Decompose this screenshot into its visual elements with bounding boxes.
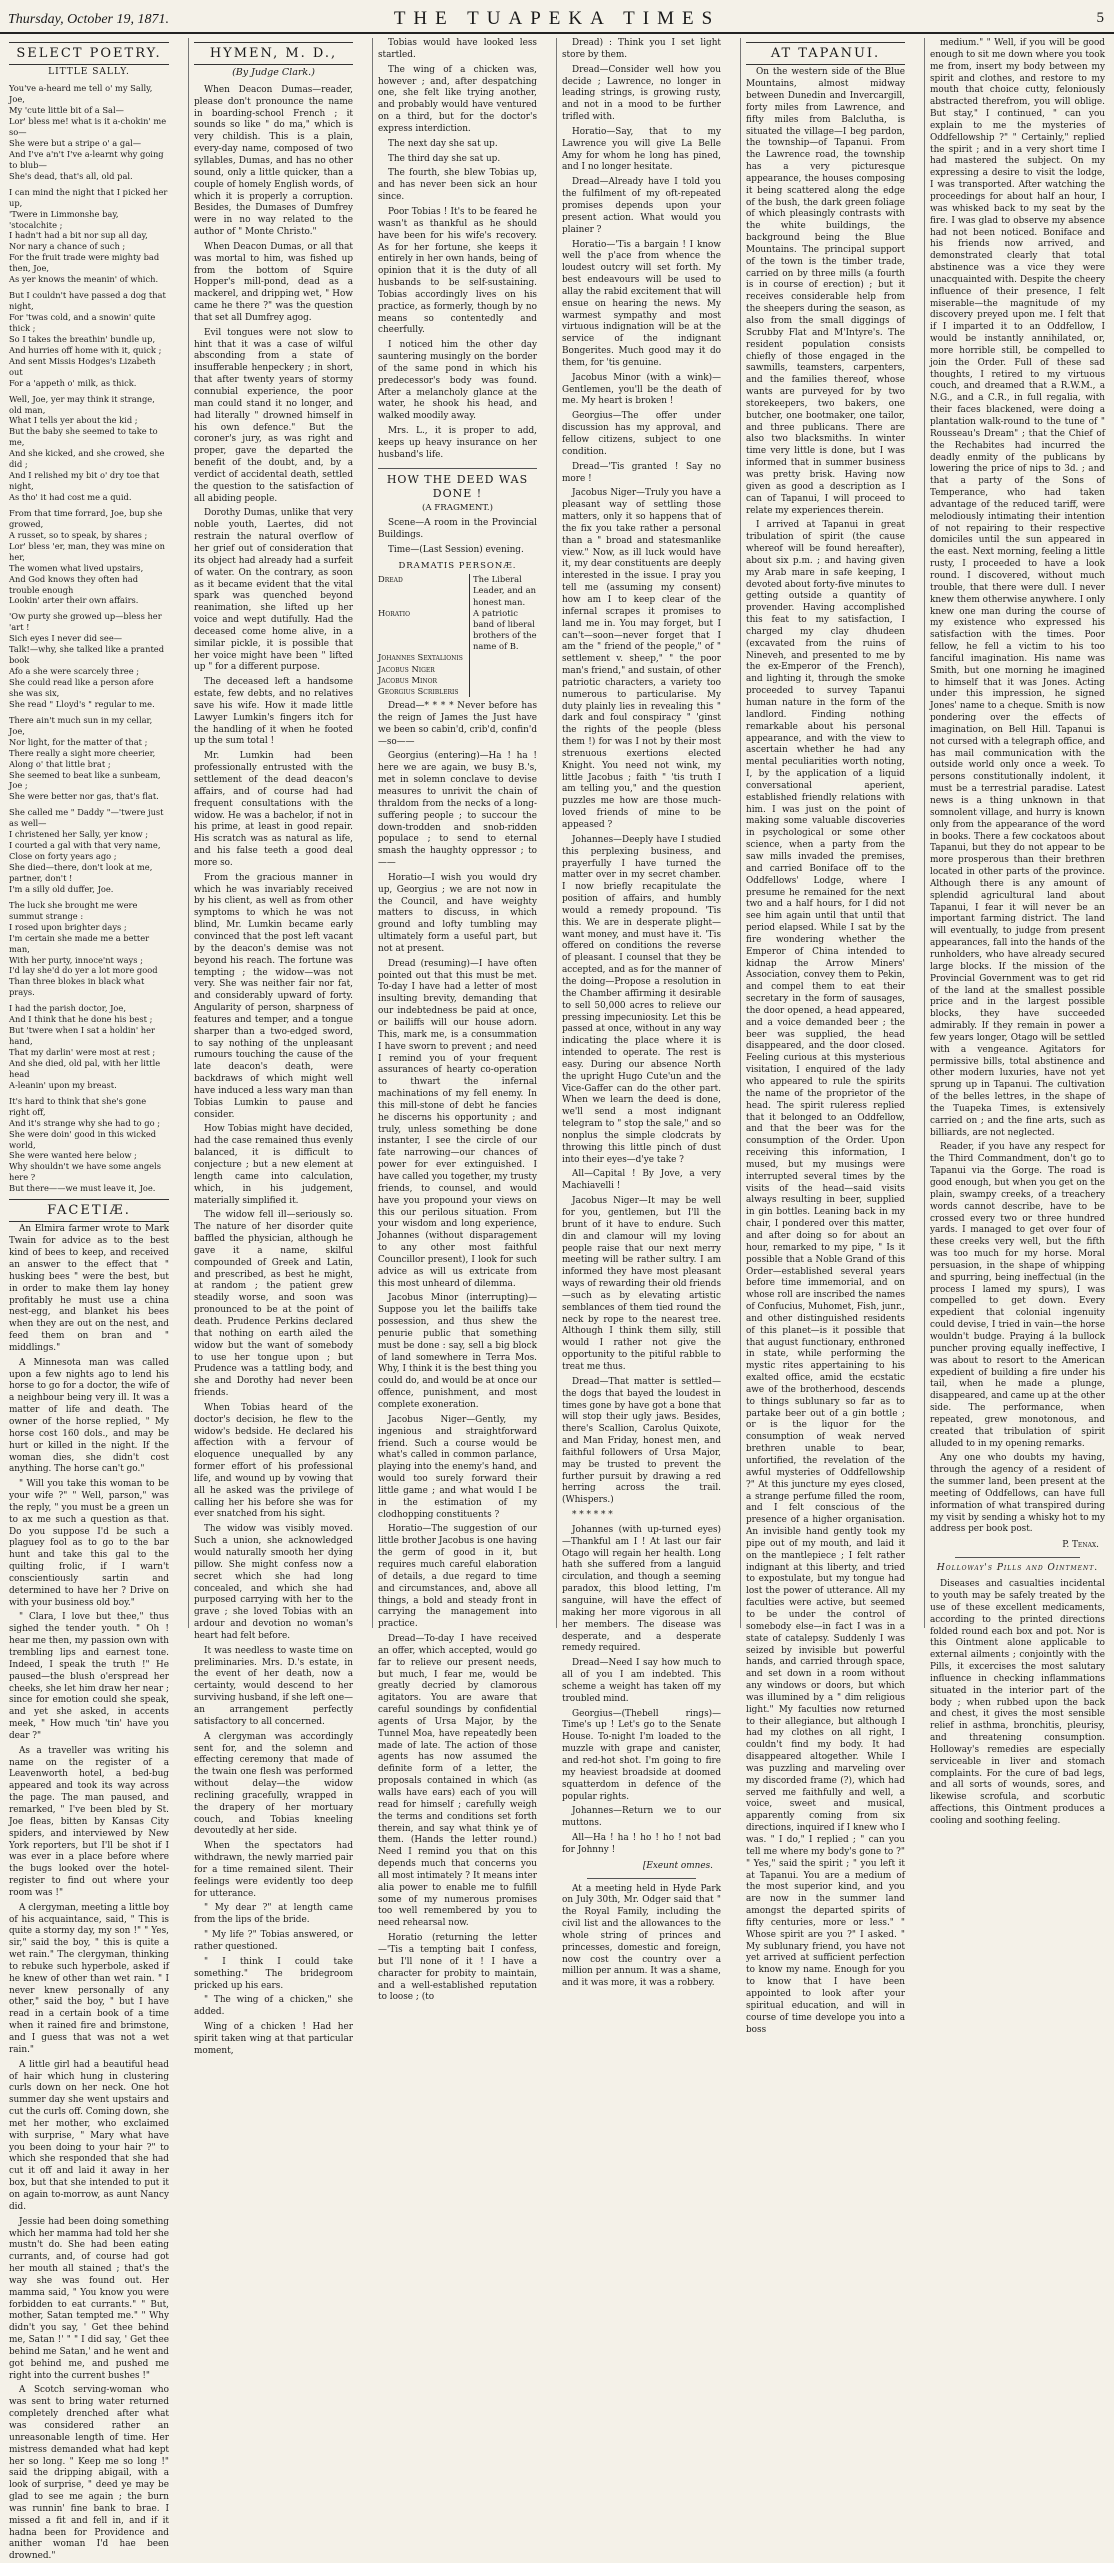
paragraph: When Deacon Dumas, or all that was mortal to him, was fished up from the bottom of Squire Hopper's mill-pond, dead as a mackerel, and dripping wet, " How came he there ?" was the question that set all Dumfrey agog. — [194, 241, 353, 323]
paragraph: A Scotch serving-woman who was sent to bring water returned completely drenched after what was considered rather an unreasonable length of time. Her mistress demanded what had kept her so long. " Keep me so long !" said the dripping abigail, with a look of surprise, " deed ye may be glad to see me again ; the burn was runnin' fine bank to brae. I missed a fit and fell in, and if it hadna been for Providence and anither woman I'd hae been drowned." — [9, 2385, 169, 2562]
masthead — [0, 0, 1114, 34]
advert-heading: Holloway's Pills and Ointment. — [936, 1563, 1099, 1574]
play-body — [378, 701, 537, 2004]
paragraph: I arrived at Tapanui in great tribulation of spirit (the cause whereof will be found hereafter), about six p.m. ; and having given my Arab mare in safe keeping, I devoted about forty-five minutes to getting outside a quantity of provender. Having accomplished this feat to my satisfaction, I charged my clay dhudeen (excavated from the ruins of Nineveh, and presented to me by the ex-Emperor of the French), and lighting it, through the smoke proceeded to survey Tapanui human nature in the form of the landlord. Finding nothing remarkable about his personal appearance, and with the view to ascertain whether he had any mental peculiarities worth noting, I, by the application of a liquid conversational aperient, established friendly relations with him. I was just on the point of making some valuable discoveries in psychological or some other science, when a party from the saw mills invaded the premises, and carried Boniface off to the Oddfellows' Lodge, where I presume he remained for the next two and a half hours, for I did not see him again until that until that period elapsed. While I sat by the fire wondering whether the Emperor of China intended to kidnap the Arrow Miners' Association, convey them to Pekin, and compel them to eat their secretary in the form of sausages, the door opened, a head appeared, and a voice demanded beer ; the beer was supplied, the head disappeared, and the door closed. Feeling curious at this mysterious visitation, I enquired of the lady who appeared to rule the spirits the name of the proprietor of the head. The spirit ruleress replied that it belonged to an Oddfellow, and that the beer was for the consumption of the Order. Upon receiving this information, I mused, but my musings were interrupted several times by the visits of the head—said visits always resulting in beer, supplied in gin bottles. Leaning back in my chair, I pondered over this matter, and after doing so for about an hour, remarked to my pipe, " Is it possible that a Noble Grand of this Order—established several years before time immemorial, and on whose roll are inscribed the names of Confucius, Muhomet, Fish, junr., and other distinguished residents of this planet—is it possible that that august functionary, enthroned in state, while performing the mystic rites appertaining to his exalted office, amid the ecstatic awe of the brotherhood, descends to things sublunary so far as to partake beer out of a gin bottle ; or is the liquor for the consumption of weak nerved brethren unable to bear, unfortified, the revelation of the awful mysteries of Oddfellowship ?" At this juncture my eyes closed, a strange perfume filled the room, and I felt conscious of the presence of a higher organisation. An invisible hand gently took my pipe out of my mouth, and laid it on the mantlepiece ; I felt rather indignant at this liberty, and tried to expostulate, but my tongue had lost the power of utterance. All my faculties were active, but seemed to be under the control of somebody else—in fact I was in a state of catalepsy. Suddenly I was seized by invisible but powerful hands, and carried through space, and set down in a room without any windows or doors, but which was illumined by a " dim religious light." My faculties now returned to their allegiance, but although I had my clothes on all right, I couldn't find my body. It had disappeared altogether. While I was puzzling and marveling over my discorded frame (?), which had served me faithfully and well, a voice, sweet and musical, apparently coming from six directions, inquired if I knew who I was. " I do," I replied ; " can you tell me where my body's gone to ?" " Yes," said the spirit ; " you left it at Tapanui. You are a medium of the most superior kind, and you are now in the summer land amongst the departed spirits of fifty centuries, more or less." " Whose spirit are you ?" I asked. " My sublunary friend, you have not yet arrived at sufficient perfection to know my name. Enough for you to know that I have been appointed to look after your spiritual education, and will in course of time develope you into a boss — [746, 520, 905, 2035]
advert-text: Diseases and casualties incidental to youth may be safely treated by the use of these excellent medicaments, according to the printed directions folded round each box and pot. Nor is this Ointment alone applicable to external ailments ; conjointly with the Pills, it excercises the most salutary influence in checking inflammations situated in the interior part of the body ; when rubbed upon the back and chest, it gives the most sensible relief in asthma, bronchitis, pleurisy, and threatening consumption. Holloway's remedies are especially serviceable in liver and stomach complaints. For the cure of bad legs, and all sorts of wounds, sores, and likewise scrofula, and scorbutic affections, this Ointment produces a cooling and soothing feeling. — [930, 1579, 1105, 1826]
person-role — [470, 675, 538, 686]
paragraph: Horatio—Say, that to my Lawrence you will give La Belle Amy for whom he long has pined, and I no longer hesitate. — [562, 126, 721, 173]
poem-body — [9, 83, 169, 1194]
story-body — [194, 85, 353, 2058]
paragraph: All—Ha ! ha ! ho ! ho ! not bad for Johnny ! — [562, 1833, 721, 1855]
column-4 — [556, 38, 726, 1989]
paragraph: Dread) : Think you I set light store by them. — [562, 38, 721, 60]
poem-stanza: 'Ow purty she growed up—bless her 'art ! Sich eyes I never did see— Talk!—why, she talked like a pranted book Afo a she were scarcely three ; She could read like a person afore she was six, She read " Lloyd's " regular to me. — [9, 611, 165, 709]
play-scene: Scene—A room in the Provincial Buildings. — [378, 518, 537, 541]
paragraph: The fourth, she blew Tobias up, and has never been sick an hour since. — [378, 168, 537, 203]
play-continued — [562, 38, 721, 1857]
paragraph: medium." " Well, if you will be good enough to sit me down where you took me from, insert my body between my spirit and clothes, and restore to my mouth that choice cutty, feloniously abstracted therefrom, you will oblige. But stay," I continued, " can you explain to me the mysteries of Oddfellowship ?" " Certainly," replied the spirit ; and in a very short time I had mastered the subject. On my expressing a desire to visit the lodge, I was transported. After watching the proceedings for about half an hour, I was whisked back to my seat by the fire. I was glad to observe my absence had not been noticed. Boniface and his friends now arrived, and demonstrated clearly that total abstinence was a vice they were unacquainted with. Despite the cheery influence of their presence, I felt miserable—the magnitude of my discovery preyed upon me. I felt that if I imparted it to an Oddfellow, I would be instantly annihilated, or, more horrible still, be compelled to join the Order. Full of these sad thoughts, I retired to my virtuous couch, and dreamed that a R.W.M., a N.G., and a C.R., in full regalia, with their faces blackened, were doing a plantation walk-round to the tune of " Rousseau's Dream" ; that the Chief of the Rechabites had incurred the deadly enmity of the publicans by lowering the price of nips to 3d. ; and that a party of the Sons of Temperance, who had taken advantage of the reduced tariff, were melodiously intimating their intention of not repairing to their respective domiciles until the sun appeared in the east. Next morning, feeling a little rusty, I proceeded to have a look round. I discovered, without much trouble, that there were dull. I never knew them otherwise anywhere. I only knew one man during the course of my existence who expressed his satisfaction with the times. Poor fellow, he fell a victim to his too fanciful imagination. His name was Smith, but one morning he imagined to himself that it was Jones. Acting under this impression, he signed Jones' name to a cheque. Smith is now pondering over the effects of imagination, on Bell Hill. Tapanui is not cursed with a telegraph office, and has mail communication with the outside world only once a week. To persons constitutionally indolent, it must be a terrestrial paradise. Latest news is a thing unknown in that somnolent village, and hurry is known only from the appearance of the word in books. There a few cockatoos about Tapanui, but they do not appear to be more prosperous than their brethren located in other parts of the province. Although there is any amount of splendid agricultural land about Tapanui, I fear it will never be an important farming district. The land will eventually, to judge from present appearances, fall into the hands of the runholders, who have already secured large blocks. If the mission of the Provincial Government was to get rid of the land at the smallest possible price and in the largest possible blocks, they have succeeded admirably. If they remain in power a few years longer, Otago will be settled with a vengeance. Agitators for permissive bills, total abstinence and other modern luxuries, have not yet sprung up in Tapanui. The cultivation of the belles lettres, in the shape of the Tuapeka Times, is extensively carried on ; and the fine arts, such as billiards, are not neglected. — [930, 38, 1105, 1138]
paragraph: " Will you take this woman to be your wife ?" " Well, parson," was the reply, " you must be a green un to ax me such a question as that. Do you suppose I'd be such a plaguey fool as to go to the bar hunt and take this gal to the quilting frolic, if I warn't conscientiously sartin and determined to have her ? Drive on with your business old boy." — [9, 1479, 169, 1608]
paragraph: Jacobus Minor (interrupting)—Suppose you let the bailiffs take possession, and thus shew the penurie public that something must be done : say, sell a big block of land somewhere in Terra Mos. Why, I think it is the best thing you could do, and would be at once our offence, punishment, and most complete exoneration. — [378, 1293, 537, 1411]
paragraph: * * * * * * — [572, 1510, 613, 1521]
poem-stanza: From that time forrard, Joe, bup she growed, A russet, so to speak, by shares ; Lor' bless 'er, man, they was mine on her, The women what lived upstairs, And God knows they often had trouble enough Lookin' arter their own affairs. — [9, 507, 165, 606]
dramatis-personae — [378, 561, 537, 697]
column-3 — [372, 38, 542, 2003]
section-heading-facetiae: FACETIÆ. — [9, 1199, 169, 1222]
article-body — [746, 67, 905, 2036]
paragraph: When the spectators had withdrawn, the newly married pair for a time remained silent. Their feelings were evidently too deep for utterance. — [194, 1841, 353, 1899]
paragraph: Dread—Need I say how much to all of you I am indebted. This scheme a weight has taken off my troubled mind. — [562, 1658, 721, 1704]
paragraph: Johannes—Deeply have I studied this perplexing business, and prayerfully I have turned the matter over in my secret chamber. I now briefly recapitulate the position of affairs, and humbly would a remedy propound. 'Tis this. We are in desperate plight—want money, and must have it. 'Tis offered on conditions the reverse of pleasant. I counsel that they be accepted, and as for the manner of the doing—Propose a resolution in the Chamber affirming it desirable to sell 50,000 acres to relieve our pressing impecuniosity. Let this be passed at once, without in any way indicating the place where it is intended to operate. The rest is easy. During our absence North the upright Hugo Cute'un and the Vice-Gaffer can do the other part. When we learn the deed is done, we'll send a most indignant telegram to " stop the sale," and so nonplus the simple clodcrats by throwing this little pinch of dust into their eyes—d'ye take ? — [562, 834, 721, 1165]
paragraph: Mrs. L., it is proper to add, keeps up heavy insurance on her husband's life. — [378, 426, 537, 460]
paragraph: Tobias would have looked less startled. — [378, 38, 537, 60]
paragraph: Jacobus Minor (with a wink)—Gentlemen, you'll be the death of me. My heart is broken ! — [562, 372, 721, 407]
paragraph: Johannes—Return we to our muttons. — [562, 1806, 721, 1829]
paragraph: " My life ?" Tobias answered, or rather questioned. — [194, 1930, 353, 1952]
poem-stanza: I can mind the night that I picked her up, 'Twere in Limmonshe bay, 'stocalchite ; I hadn't had a bit nor sup all day, Nor nary a chance of such ; For the fruit trade were mighty bad then, Joe, As yer knows the meanin' of which. — [9, 186, 168, 285]
person-name: Johannes Sextalionis — [378, 652, 463, 663]
person-row — [378, 675, 537, 686]
paragraph: Johannes (with up-turned eyes)—Thankful am I ! At last our fair Otago will regain her health. Long hath she suffered from a languid circulation, and though a seeming paradox, this blood letting, I'm sanguine, will have the effect of making her more vigorous in all her members. The disease was desperate, and a desperate remedy required. — [562, 1524, 721, 1654]
paragraph: Dread—To-day I have received an offer, which accepted, would go far to relieve our present needs, but much, I fear me, would be greatly decried by clamorous agitators. You are aware that careful soundings by confidential agents of Ursa Major, by the Tunnel Moa, have repeatedly been made of late. The action of those agents has now assumed the definite form of a letter, the proposals contained in which (as walls have ears) each of you will read for himself ; carefully weigh the terms and conditions set forth therein, and say what think ye of them. (Hands the letter round.) Need I remind you that on this depends much that concerns you all most intimately ? It means inter alia power to enable me to fulfill some of my numerous promises too well remembered by you to need rehearsal now. — [378, 1634, 537, 1929]
page-number: 5 — [1096, 10, 1104, 26]
person-name: Georgius Scribleris — [378, 685, 459, 696]
story-continued — [378, 38, 537, 462]
exeunt: [Exeunt omnes. — [642, 1860, 713, 1871]
paragraph: When Tobias heard of the doctor's decision, he flew to the widow's bedside. He declared his affection with a fervour of eloquence unequalled by any former effort of his professional life, and wound up by vowing that all he asked was the privilege of calling her his before she was for ever snatched from his sight. — [194, 1402, 353, 1520]
person-role — [470, 652, 538, 663]
paragraph: Jessie had been doing something which her mamma had told her she mustn't do. She had been eating currants, and, of course had got her mouth all stained ; that's the way she was found out. Her mamma said, " You know you were forbidden to eat currants." " But, mother, Satan tempted me." " Why didn't you say, ' Get thee behind me, Satan !' " " I did say, ' Get thee behind me Satan,' and he went and got behind me, and pushed me right into the current bushes !" — [9, 2216, 169, 2381]
person-row — [378, 686, 537, 697]
play-title: HOW THE DEED WAS DONE ! — [378, 468, 537, 502]
paragraph: Horatio—'Tis a bargain ! I know well the p'ace from whence the loudest outcry will set forth. My best endeavours will be used to allay the rabid excitement that will ensue on hearing the news. My warmest sympathy and most virtuous indignation will be at the service of the indignant Bongerites. Much good may it do them, for 'tis genuine. — [562, 239, 721, 368]
paragraph: " Clara, I love but thee," thus sighed the tender youth. " Oh ! hear me then, my passion own with trembling lips and earnest tone. Indeed, I speak the truth !" He paused—the blush o'erspread her cheeks, she let him draw her near ; since for emotion could she speak, and yet she asked, in accents meek, " How much 'tin' have you dear ?" — [9, 1612, 169, 1741]
paragraph: Poor Tobias ! It's to be feared he wasn't as thankful as he should have been for his wife's recovery. As for her fortune, she keeps it entirely in her own hands, being of opinion that it is the duty of all husbands to be self-sustaining. Tobias accordingly lives on his practice, as formerly, though by no means so contentedly and cheerfully. — [378, 206, 537, 336]
play-subtitle: (A FRAGMENT.) — [422, 502, 493, 513]
poem-stanza: She called me " Daddy "—'twere just as well— I christened her Sally, yer know ; I courted a gal with that very name, Close on forty years ago ; She died—there, don't look at me, partner, don't ! I'm a silly old duffer, Joe. — [9, 807, 164, 894]
section-heading-poetry: SELECT POETRY. — [9, 42, 169, 65]
poem-stanza: The luck she brought me were summut strange : I rosed upon brighter days ; I'm certain she made me a better man, With her purty, innoce'nt ways ; I'd lay she'd do yer a lot more good Than three blokes in black what prays. — [9, 899, 158, 998]
paragraph: Dread (resuming)—I have often pointed out that this must be met. To-day I have had a letter of most insulting brevity, demanding that our indebtedness be paid at once, or bailiffs will our house adorn. This, mark me, is a consummation I have sworn to prevent ; and need I remind you of your frequent assurances of hearty co-operation to thwart the infernal machinations of my fell enemy. In this mill-stone of debt he fancies he discerns his opportunity ; and truly, unless something be done instanter, I see the circle of our fate narrowing—our chances of power for ever extinguished. I have called you together, my trusty friends, to counsel, and would have you propound your views on this our perilous situation. From your wisdom and long experience, Johannes (without disparagement to any other most faithful Councillor present), I look for such advice as will us extricate from this most unheard of dilemma. — [378, 958, 537, 1289]
poem-stanza: But I couldn't have passed a dog that night, For 'twas cold, and a snowin' quite thick ; So I takes the breathin' bundle up, And hurries off home with it, quick ; And sent Missis Hodges's Lizabeth out For a 'appeth o' milk, as thick. — [9, 290, 166, 388]
person-row — [378, 664, 537, 675]
paragraph: A Minnesota man was called upon a few nights ago to lend his horse to go for a doctor, the wife of a neighbour being very ill. It was a matter of life and death. The owner of the horse replied, " My horse cost 160 dols., and may be hurt or killed in the night. If the woman dies, she didn't cost anything. The horse can't go." — [9, 1357, 169, 1475]
paragraph: " I think I could take something." The bridegroom pricked up his ears. — [194, 1956, 353, 1991]
divider — [955, 1557, 1080, 1558]
person-name: Horatio — [378, 607, 411, 618]
column-2 — [188, 38, 358, 2056]
person-row — [378, 574, 537, 608]
paragraph: The widow fell ill—seriously so. The nature of her disorder quite baffled the physician, although he gave it a name, skilful compounded of Greek and Latin, and prescribed, as best he might, at random ; the patient grew steadily worse, and soon was pronounced to be at the point of death. Prudence Perkins declared that nothing on earth ailed the widow but the want of somebody to use her tongue upon ; but Prudence was a tattling body, and she and Dorothy had never been friends. — [194, 1210, 353, 1399]
poem-title: LITTLE SALLY. — [48, 67, 130, 78]
paragraph: The third day she sat up. — [388, 153, 501, 164]
paragraph: Dread—Already have I told you the fulfilment of my oft-repeated promises depends upon your present action. What would you plainer ? — [562, 177, 721, 235]
paragraph: A little girl had a beautiful head of hair which hung in clustering curls down on her neck. One hot summer day she went upstairs and cut the curls off. Coming down, she met her mother, who exclaimed with surprise, " Mary what have you been doing to your hair ?" to which she responded that she had cut it off and laid it away in her box, but that she intended to put it on again to-morrow, as aunt Nancy did. — [9, 2059, 169, 2212]
paragraph: Jacobus Niger—Truly you have a pleasant way of settling those matters, only it so happens that of the fix you take rather a personal than a " broad and statesmanlike view." Now, as ill luck would have it, my dear constituents are deeply interested in the issue. I pray you tell me (assuming my consent) how am I to keep clear of the infernal scrapes it promises to land me in. You may forget, but I can't—soon—never forget that I am the " friend of the people," of " settlement v. sheep," " the poor man's friend," and sustain, of other patriotic characters, a variety too numerous to particularise. My duty plainly lies in revealing this " dark and foul conspiracy " 'ginst the rights of the people (bless them !) for was I not by their most strenuous exertions elected Knight. You need not wink, my little Jacobus ; faith " 'tis truth I am telling you," and the question puzzles me how are those much-loved friends of mine to be appeased ? — [562, 488, 721, 830]
paragraph: The widow was visibly moved. Such a union, she acknowledged would naturally smooth her dying pillow. She might confess now a secret which she had long concealed, and which she had purposed carrying with her to the grave ; she loved Tobias with an ardour and devotion no woman's heart had felt before. — [194, 1524, 353, 1641]
facetiae-body — [9, 1224, 169, 2563]
person-row — [378, 652, 537, 663]
paragraph: Mr. Lumkin had been professionally entrusted with the settlement of the dead deacon's affairs, and of course had had frequent consultations with the widow. He was a bachelor, if not in his prime, at least in good repair. His scratch was as natural as life, and his false teeth a good deal more so. — [194, 751, 353, 868]
persons-table — [378, 574, 537, 697]
person-name: Jacobus Niger — [378, 663, 435, 674]
paragraph: Georgius—The offer under discussion has my approval, and fellow citizens, subject to one condition. — [562, 411, 721, 457]
paragraph: An Elmira farmer wrote to Mark Twain for advice as to the best kind of bees to keep, and received an answer to the effect that " husking bees " were the best, but in order to make them lay honey profitably he must use a china nest-egg, and blanket his bees when they are out on the nest, and feed them on bran and " middlings." — [9, 1224, 169, 1353]
paragraph: Dread—Consider well how you decide ; Lawrence, no longer in leading strings, is growing rusty, and not in a mood to be further trifled with. — [562, 64, 721, 123]
paragraph: Dread—* * * * Never before has the reign of James the Just have we been so cabin'd, crib'd, confin'd—so—— — [378, 701, 537, 747]
paragraph: Horatio—I wish you would dry up, Georgius ; we are not now in the Council, and have weighty matters to discuss, in which ground and lofty tumbling may ultimately form a useful part, but not at present. — [378, 872, 537, 954]
paragraph: Dread—That matter is settled—the dogs that bayed the loudest in times gone by have got a bone that will stop their ugly jaws. Besides, there's Scallion, Carolus Quixote, and Man Friday, honest men, and faithful followers of Ursa Major, may be trusted to prevent the further pursuit by drawing a red herring across the trail. (Whispers.) — [562, 1376, 721, 1506]
paragraph: Wing of a chicken ! Had her spirit taken wing at that particular moment, — [194, 2022, 353, 2056]
paragraph: Georgius (entering)—Ha ! ha ! here we are again, we busy B.'s, met in solemn conclave to devise measures to unrivit the chain of thraldom from the necks of a long-suffering people ; to succour the down-trodden and snob-ridden populace ; to send to eternal smash the haughty oppressor ; to—— — [378, 751, 537, 869]
paragraph: Horatio (returning the letter—'Tis a tempting bait I confess, but I'll none of it ! I have a character for probity to maintain, and a well-established reputation to loose ; (to — [378, 1933, 537, 2003]
poem-stanza: I had the parish doctor, Joe, And I think that he done his best ; But 'twere when I sat a holdin' her hand, That my darlin' were most at rest ; And she died, old pal, with her little head A-leanin' upon my breast. — [9, 1003, 161, 1090]
paragraph: A clergyman, meeting a little boy of his acquaintance, said, " This is quite a stormy day, my son !" " Yes, sir," said the boy, " this is quite a wet rain." The clergyman, thinking to rebuke such hyperbole, asked if he knew of other than wet rain. " I never knew personally of any other," said the boy, " but I have read in a certain book of a time when it rained fire and brimstone, and I guess that was not a wet rain." — [9, 1902, 169, 2055]
person-row — [378, 608, 537, 653]
poem-stanza: Well, Joe, yer may think it strange, old man, What I tells yer about the kid ; But the baby she seemed to take to me, And she kicked, and she crowed, she did ; And I relished my bit o' dry toe that night, As tho' it had cost me a quid. — [9, 393, 165, 502]
signature: P. Tenax. — [1062, 1540, 1099, 1551]
paragraph: The wing of a chicken was, however ; and, after despatching one, she felt like trying another, and probably would have ventured on a third, but for the doctor's express interdiction. — [378, 64, 537, 134]
story-title: HYMEN, M. D., — [194, 42, 353, 65]
story-byline: (By Judge Clark.) — [232, 67, 315, 79]
poem-stanza: There ain't much sun in my cellar, Joe, Nor light, for the matter of that ; There really a sight more cheerier, Along o' that little brat ; She seemed to beat like a sunbeam, Joe ; She were better nor gas, that's flat. — [9, 714, 161, 802]
column-6 — [924, 38, 1110, 1826]
person-name: Dread — [378, 574, 403, 585]
paragraph: All—Capital ! By Jove, a very Machiavelli ! — [562, 1169, 721, 1192]
paragraph: A clergyman was accordingly sent for, and the solemn and effecting ceremony that made of the twain one flesh was performed without delay—the widow reclining gracefully, wrapped in the drapery of her mortuary couch, and Tobias kneeling devoutedly at her side. — [194, 1731, 353, 1837]
paragraph: Reader, if you have any respect for the Third Commandment, don't go to Tapanui via the Gorge. The road is good enough, but when you get on the plain, swampy creeks, of a treachery words cannot describe, have to be crossed every two or three hundred yards. I managed to get over four of these creeks very well, but the fifth was too much for my horse. Moral persuasion, in the shape of whipping and spurring, being ineffectual (in the process I lamed my spurs), I was compelled to get down. Every expedient that colonial ingenuity could devise, I tried in vain—the horse wouldn't budge. Praying á la bullock puncher proving equally ineffective, I was about to resort to the American expedient of building a fire under his tail, when he made a plunge, disappeared, and came up at the other side. The performance, when repeated, grew monotonous, and created that tribulation of spirit alluded to in my opening remarks. — [930, 1142, 1105, 1449]
person-role: A patriotic band of liberal brothers of the name of B. — [470, 608, 538, 653]
paragraph: Evil tongues were not slow to hint that it was a case of wilful absconding from a state of insufferable henpeckery ; in short, that after twenty years of stormy connubial experience, the poor man could stand it no longer, and had literally " drowned himself in his own defence." But the coroner's jury, as was right and proper, gave the departed the benefit of the doubt, and, by a verdict of accidental death, settled the question to the satisfaction of all abiding people. — [194, 327, 353, 504]
columns — [4, 38, 1110, 2562]
person-name: Jacobus Minor — [378, 674, 438, 685]
divider — [587, 1878, 696, 1879]
issue-date: Thursday, October 19, 1871. — [8, 12, 169, 27]
paragraph: The deceased left a handsome estate, few debts, and no relatives save his wife. How it made little Lawyer Lumkin's fingers itch for the handling of it when he footed up the sum total ! — [194, 677, 353, 747]
person-role: The Liberal Leader, and an honest man. — [470, 574, 538, 608]
person-role — [470, 664, 538, 675]
paragraph: I noticed him the other day sauntering musingly on the border of the same pond in which his predecessor's body was found. After a melancholy glance at the water, he shook his head, and walked moodily away. — [378, 340, 537, 422]
paragraph: Jacobus Niger—Gently, my ingenious and straightforward friend. Such a course would be what's called in common parlance, playing into the enemy's hand, and would too surely forward their little game ; and what would I be in the estimation of my clodhopping constituents ? — [378, 1414, 537, 1520]
poem-stanza: It's hard to think that she's gone right off, And it's strange why she had to go ; She were doin' good in this wicked world, She were wanted here below ; Why shouldn't we have some angels here ? But there——we must leave it, Joe. — [9, 1095, 161, 1194]
paragraph: When Deacon Dumas—reader, please don't pronounce the name in boarding-school French ; it sounds so like " do ma," which is very childish. This is a plain, every-day name, composed of two syllables, Dumas, and has no other sound, only a little quicker, than a couple of homely English words, of which it is properly a corruption. Besides, the Dumases of Dumfrey were in no way related to the author of " Monte Christo." — [194, 84, 353, 238]
paragraph: The next day she sat up. — [388, 138, 498, 149]
paragraph: It was needless to waste time on preliminaries. Mrs. D.'s estate, in the event of her death, now a certainty, would descend to her surviving husband, if she left one—an arrangement perfectly satisfactory to all concerned. — [194, 1645, 353, 1727]
paragraph: Dorothy Dumas, unlike that very noble youth, Laertes, did not restrain the natural overflow of her grief out of consideration that its object had already had a surfeit of water. On the contrary, as soon as it became evident that the vital spark was quenched beyond reanimation, she lifted up her voice and wept dutifully. Had the deceased come home alive, in a similar pickle, it is possible that her voice might have been " lifted up " for a different purpose. — [194, 508, 353, 673]
column-1 — [4, 38, 174, 2562]
column-5 — [740, 38, 910, 2035]
article-continued — [930, 38, 1105, 1536]
dramatis-heading: DRAMATIS PERSONÆ. — [398, 560, 517, 571]
paragraph: Jacobus Niger—It may be well for you, gentlemen, but I'll the brunt of it have to endure. Such din and clamour will my loving people raise that our next merry meeting will be rather sultry. I am informed they have most pleasant ways of rewarding their old friends—such as by elevating artistic semblances of them tied round the neck by rope to the nearest tree. Although I think them silly, still would I rather not give the opportunity to the pitiful rabble to treat me thus. — [562, 1196, 721, 1372]
article-title: AT TAPANUI. — [746, 42, 905, 65]
poem-stanza: You've a-heard me tell o' my Sally, Joe, My 'cute little bit of a Sal— Lor' bless me! what is it a-chokin' me so— She were but a stripe o' a gal— And I've a'n't I've a-learnt why going to blub— She's dead, that's all, old pal. — [9, 83, 167, 181]
paragraph: From the gracious manner in which he was invariably received by his client, as well as from other symptoms to which he was not blind, Mr. Lumkin became early convinced that the post left vacant by the deacon's demise was not beyond his reach. The fortune was tempting ; the widow—was not very. She was neither fair nor fat, and considerably upward of forty. Angularity of person, sharpness of features and temper, and a tongue sharper than a two-edged sword, to say nothing of the unpleasant rumours touching the cause of the late deacon's death, were backdraws of which might well have induced a less wary man than Tobias Lumkin to pause and consider. — [194, 872, 353, 1120]
paragraph: On the western side of the Blue Mountains, almost midway between Dunedin and Invercargill, forty miles from Lawrence, and fifty miles from Balclutha, is situated the village—I beg pardon, the township—of Tapanui. From the Lawrence road, the township has a very picturesque appearance, the houses composing it being scattered along the edge of the bush, the dark green foliage of which pleasingly contrasts with the white buildings, the background being the Blue Mountains. The principal support of the town is the timber trade, carried on by three mills (a fourth is in course of erection) ; but it receives considerable help from the sheepers during the season, as also from the small diggings of Scrubby Flat and M'Intyre's. The resident population consists chiefly of those engaged in the sawmills, teamsters, carpenters, and the families thereof, whose wants are purveyed for by two storekeepers, two bakers, one butcher, one bootmaker, one tailor, and three publicans. There are also two blacksmiths. In winter time very little is done, but I was informed that in summer business was pretty brisk. Having now given as good a description as I can of Tapanui, I will proceed to relate my experiences therein. — [746, 67, 905, 516]
person-role — [470, 686, 538, 697]
paragraph: How Tobias might have decided, had the case remained thus evenly balanced, it is difficult to conjecture ; but a new element at length came into calculation, which, in his judgement, materially simplified it. — [194, 1124, 353, 1206]
paragraph: " My dear ?" at length came from the lips of the bride. — [194, 1903, 353, 1926]
hyde-park-paragraph: At a meeting held in Hyde Park on July 30th, Mr. Odger said that " the Royal Family, including the civil list and the allowances to the whole string of princes and princesses, domestic and foreign, now cost the country over a million per annum. It was a shame, and it was more, it was a robbery. — [562, 1883, 721, 1989]
play-time: Time—(Last Session) evening. — [388, 545, 524, 556]
newspaper-title: THE TUAPEKA TIMES — [393, 8, 721, 29]
paragraph: Georgius—(Thebell rings)—Time's up ! Let's go to the Senate House. To-night I'm loaded to the muzzle with grape and canister, and red-hot shot. I'm going to fire my heaviest broadside at doomed squatterdom in defence of the popular rights. — [562, 1708, 721, 1802]
paragraph: " The wing of a chicken," she added. — [194, 1995, 353, 2018]
paragraph: Horatio—The suggestion of our little brother Jacobus is one having the germ of good in it, but requires much careful elaboration of details, a due regard to time and circumstances, and, above all things, a bold and steady front in carrying the management into practice. — [378, 1524, 537, 1630]
paragraph: Dread—'Tis granted ! Say no more ! — [562, 461, 721, 484]
paragraph: Any one who doubts my having, through the agency of a resident of the summer land, been present at the meeting of Oddfellows, can have full information of what transpired during my visit by sending a whisky hot to my address per book post. — [930, 1453, 1105, 1535]
paragraph: As a traveller was writing his name on the register of a Leavenworth hotel, a bed-bug appeared and took its way across the page. The man paused, and remarked, " I've been bled by St. Joe fleas, bitten by Kansas City spiders, and interviewed by New York reporters, but I'll be shot if I was ever in a place before where the bugs looked over the hotel-register to find out where your room was !" — [9, 1745, 169, 1898]
